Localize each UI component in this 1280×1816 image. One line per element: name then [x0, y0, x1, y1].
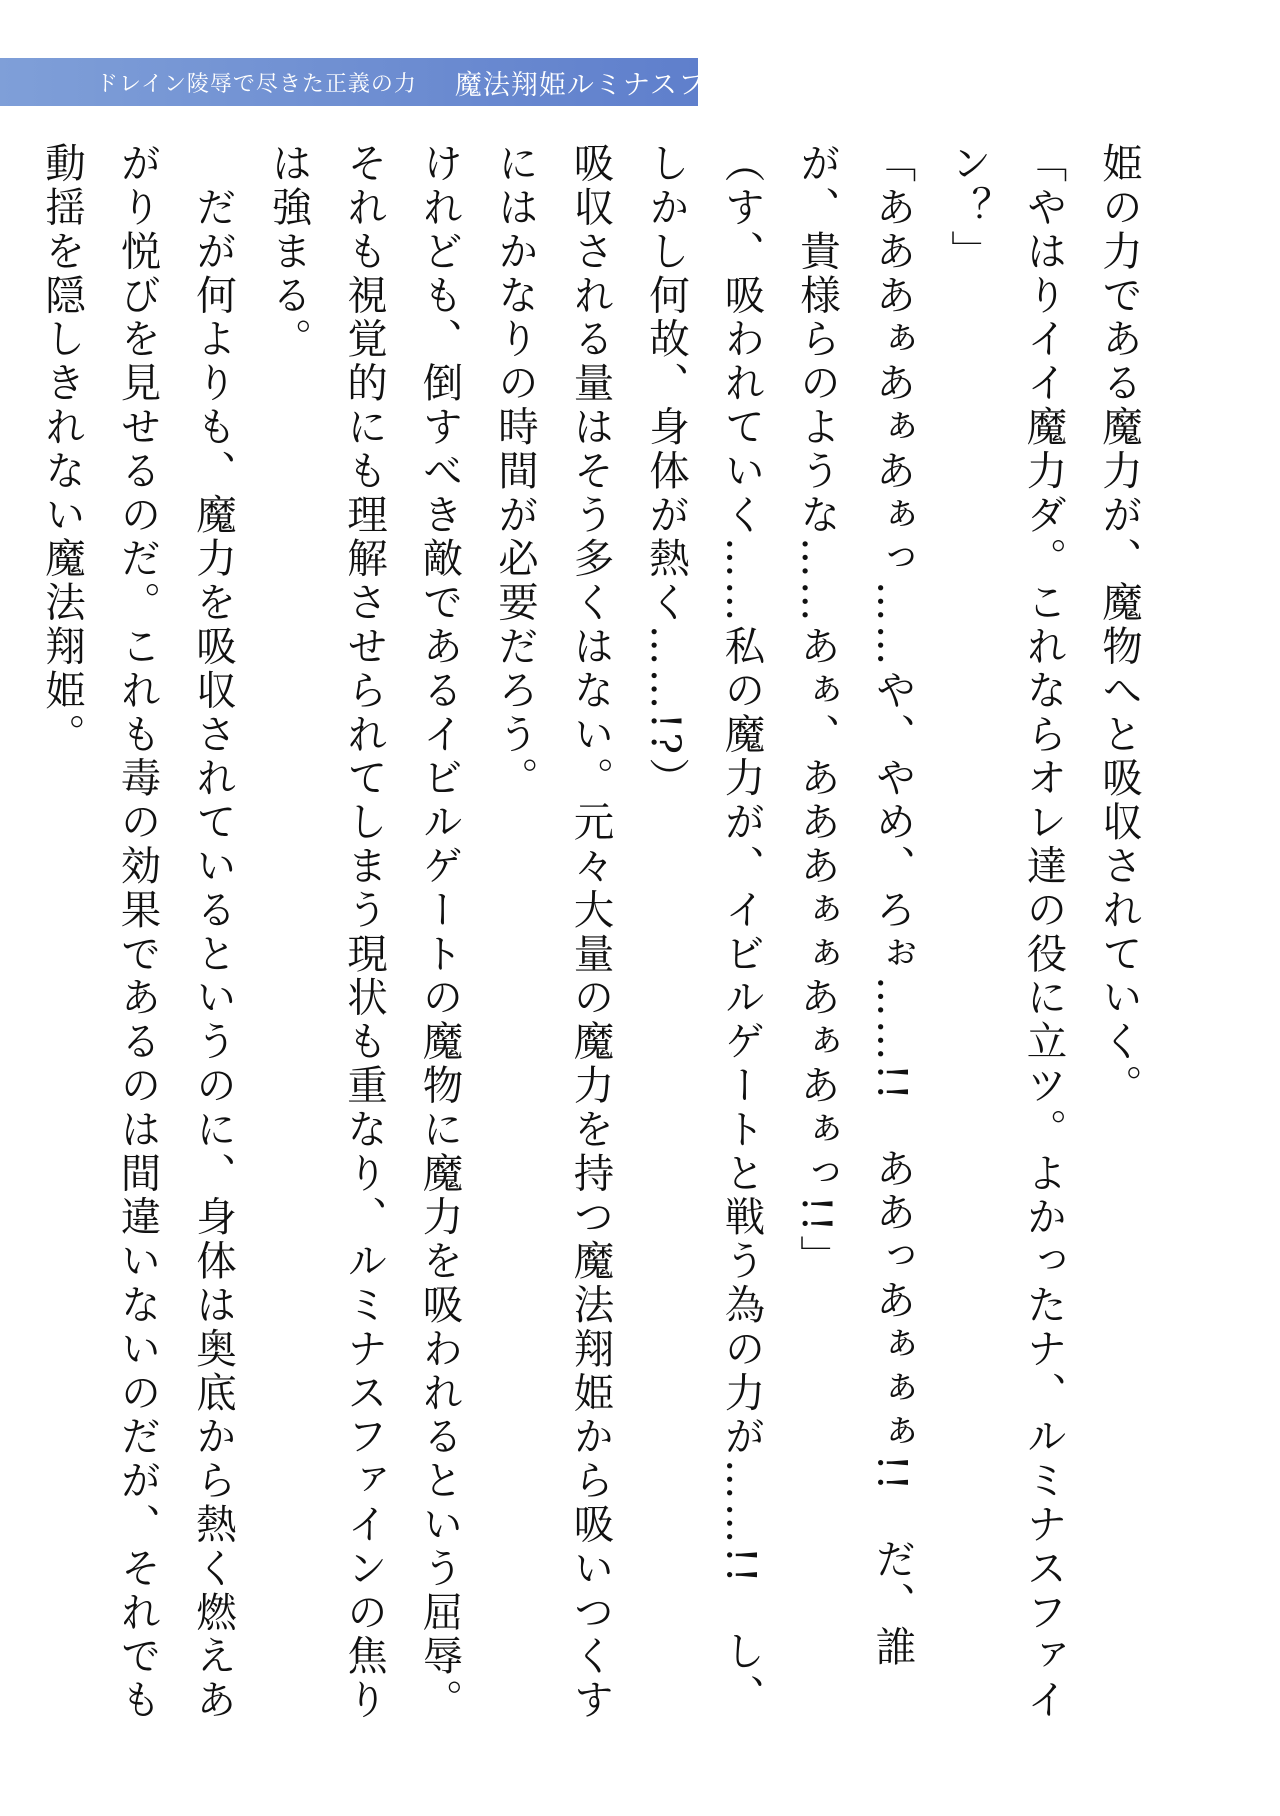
chapter-subtitle: ドレイン陵辱で尽きた正義の力 [96, 71, 417, 97]
paragraph: （す、吸われていく……私の魔力が、イビルゲートと戦う為の力が……!! し、しかし何故、身体が熱く……!?） [642, 142, 766, 1718]
book-title: 魔法翔姫ルミナスファイン [454, 69, 790, 101]
vertical-body-text [24, 142, 1157, 1752]
paragraph: 「やはりイイ魔力ダ。これならオレ達の役に立ツ。よかったナ、ルミナスファイン？」 [944, 142, 1068, 1723]
paragraph: 吸収される量はそう多くはない。元々大量の魔力を持つ魔法翔姫から吸いつくすにはかなりの時間が必要だろう。 [491, 142, 615, 1723]
running-header [96, 62, 789, 102]
paragraph: けれども、倒すべき敵であるイビルゲートの魔物に魔力を吸われるという屈辱。それも視覚的にも理解させられてしまう現状も重なり、ルミナスファインの焦りは強まる。 [264, 142, 464, 1723]
paragraph: 姫の力である魔力が、魔物へと吸収されていく。 [1095, 142, 1143, 1108]
paragraph: だが何よりも、魔力を吸収されているというのに、身体は奥底から熱く燃えあがり悦びを見せるのだ。これも毒の効果であるのは間違いないのだが、それでも動揺を隠しきれない魔法翔姫。 [38, 142, 237, 1723]
paragraph: 「あああぁあぁあぁっ……や、やめ、ろぉ……!! ああっあぁぁぁ!! だ、誰が、貴様らのような……あぁ、あああぁぁあぁあぁっ!!」 [793, 142, 917, 1670]
